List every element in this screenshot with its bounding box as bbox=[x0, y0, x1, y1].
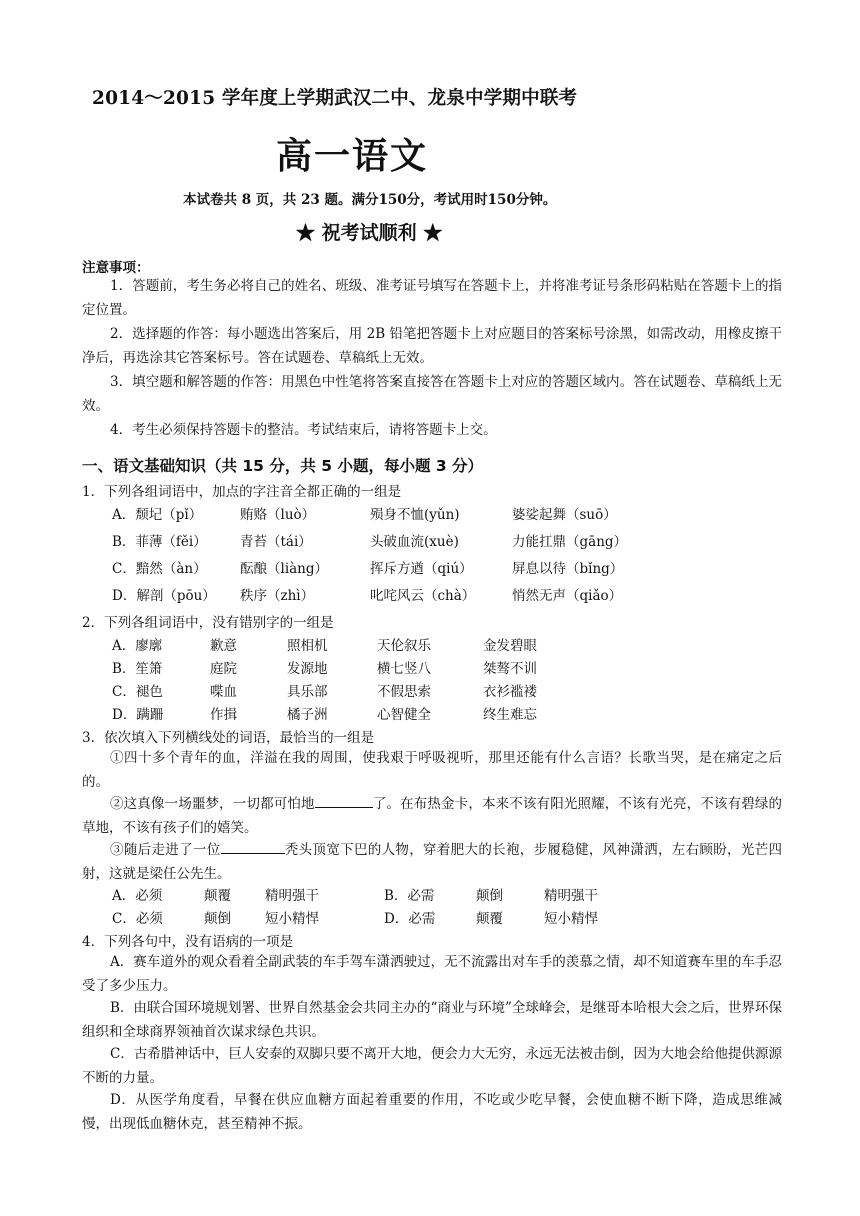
question-4-option-c: C．古希腊神话中，巨人安泰的双脚只要不离开大地，便会力大无穷，永远无法被击倒，因为大地会给他提供源源不断的力量。 bbox=[82, 1046, 782, 1086]
option-item: 作揖 bbox=[210, 707, 237, 723]
option-item: 照相机 bbox=[287, 638, 328, 654]
option-item: B．笙箫 bbox=[112, 661, 163, 677]
option-item: 不假思索 bbox=[377, 684, 431, 700]
option-item: D．蹒跚 bbox=[112, 707, 164, 723]
sentence-text: ②这真像一场噩梦，一切都可怕地 bbox=[110, 796, 315, 812]
fill-blank bbox=[315, 793, 373, 808]
option-item: 具乐部 bbox=[287, 684, 328, 700]
option-item: 短小精悍 bbox=[265, 911, 319, 927]
exam-info: 本试卷共 8 页，共 23 题。满分150分，考试用时150分钟。 bbox=[183, 192, 557, 208]
option-item: 短小精悍 bbox=[544, 911, 598, 927]
subject-title: 高一语文 bbox=[276, 135, 429, 177]
question-3-stem: 3．依次填入下列横线处的词语，最恰当的一组是 bbox=[82, 730, 375, 746]
note-item-3: 3．填空题和解答题的作答：用黑色中性笔将答案直接答在答题卡上对应的答题区域内。答在试题卷、草稿纸上无效。 bbox=[82, 374, 782, 414]
option-item: 颠覆 bbox=[204, 888, 231, 904]
question-4-stem: 4．下列各句中，没有语病的一项是 bbox=[82, 934, 294, 950]
sentence-text: ③随后走进了一位 bbox=[110, 842, 221, 858]
option-item: D．必需 bbox=[384, 911, 436, 927]
note-item-2: 2．选择题的作答：每小题选出答案后，用 2B 铅笔把答题卡上对应题目的答案标号涂黑，如需改动，用橡皮擦干净后，再选涂其它答案标号。答在试题卷、草稿纸上无效。 bbox=[82, 326, 782, 366]
option-item: 青苔（tái） bbox=[240, 534, 312, 550]
option-item: 心智健全 bbox=[377, 707, 431, 723]
option-item: 精明强干 bbox=[265, 888, 319, 904]
option-item: 屏息以待（bǐng） bbox=[512, 561, 624, 577]
option-item: 婆娑起舞（suō） bbox=[512, 507, 617, 523]
note-item-4: 4．考生必须保持答题卡的整洁。考试结束后，请将答题卡上交。 bbox=[110, 422, 497, 438]
option-item: 歉意 bbox=[210, 638, 237, 654]
option-item: 庭院 bbox=[210, 661, 237, 677]
option-item: A．廖廓 bbox=[112, 638, 163, 654]
option-item: 殒身不恤(yǔn) bbox=[370, 507, 460, 523]
option-item: 颠覆 bbox=[476, 911, 503, 927]
option-item: A．必须 bbox=[112, 888, 163, 904]
option-item: 秩序（zhì） bbox=[240, 588, 315, 604]
notes-title: 注意事项： bbox=[82, 260, 150, 276]
question-4-option-d: D．从医学角度看，早餐在供应血糖方面起着重要的作用，不吃或少吃早餐，会使血糖不断下降，造成思维减慢，出现低血糖休克，甚至精神不振。 bbox=[82, 1092, 782, 1132]
fill-blank bbox=[221, 839, 285, 854]
note-item-1: 1．答题前，考生务必将自己的姓名、班级、准考证号填写在答题卡上，并将准考证号条形码粘贴在答题卡上的指定位置。 bbox=[82, 278, 782, 318]
question-4-option-b: B．由联合国环境规划署、世界自然基金会共同主办的“商业与环境”全球峰会，是继哥本哈根大会之后，世界环保组织和全球商界领袖首次谋求绿色共识。 bbox=[82, 1000, 782, 1040]
option-item: 颠倒 bbox=[204, 911, 231, 927]
option-item: 橘子洲 bbox=[287, 707, 328, 723]
option-item: 悄然无声（qiǎo） bbox=[512, 588, 623, 604]
question-3-sentence-3 bbox=[82, 838, 782, 886]
option-item: A．颓圮（pǐ） bbox=[112, 507, 203, 523]
option-item: 挥斥方遒（qiú） bbox=[370, 561, 473, 577]
option-item: 天伦叙乐 bbox=[377, 638, 431, 654]
question-3-sentence-2 bbox=[82, 792, 782, 840]
option-item: D．解剖（pōu） bbox=[112, 588, 216, 604]
question-4-option-a: A．赛车道外的观众看着全副武装的车手驾车潇洒驶过，无不流露出对车手的羡慕之情，却不知道赛车里的车手忍受了多少压力。 bbox=[82, 954, 782, 994]
option-item: 横七竖八 bbox=[377, 661, 431, 677]
good-luck-banner: ★ 祝考试顺利 ★ bbox=[296, 222, 443, 244]
option-item: 桀骜不训 bbox=[483, 661, 537, 677]
option-item: 酝酿（liàng） bbox=[240, 561, 329, 577]
option-item: 终生难忘 bbox=[483, 707, 537, 723]
section-title: 一、语文基础知识（共 15 分，共 5 小题，每小题 3 分） bbox=[82, 457, 484, 475]
question-3-sentence-1: ①四十多个青年的血，洋溢在我的周围，使我艰于呼吸视听，那里还能有什么言语？长歌当哭，是在痛定之后的。 bbox=[82, 750, 782, 790]
option-item: B．菲薄（fěi） bbox=[112, 534, 207, 550]
sentence-text: 秃头顶宽下巴的人物，穿着肥大的长袍，步履稳健，风神潇洒，左右顾盼，光芒四射，这就是梁任公先生。 bbox=[82, 842, 783, 882]
option-item: 头破血流(xuè) bbox=[370, 534, 459, 550]
question-2-stem: 2．下列各组词语中，没有错别字的一组是 bbox=[82, 615, 334, 631]
option-item: 金发碧眼 bbox=[483, 638, 537, 654]
option-item: C．黯然（àn） bbox=[112, 561, 207, 577]
option-item: B．必需 bbox=[384, 888, 435, 904]
option-item: 喋血 bbox=[210, 684, 237, 700]
option-item: C．必须 bbox=[112, 911, 163, 927]
option-item: 颠倒 bbox=[476, 888, 503, 904]
sentence-text: 了。在布热金卡，本来不该有阳光照耀，不该有光亮，不该有碧绿的草地，不该有孩子们的嬉笑。 bbox=[82, 796, 783, 836]
option-item: 贿赂（luò） bbox=[240, 507, 316, 523]
option-item: C．褪色 bbox=[112, 684, 163, 700]
option-item: 发源地 bbox=[287, 661, 328, 677]
option-item: 衣衫褴褛 bbox=[483, 684, 537, 700]
question-1-stem: 1．下列各组词语中，加点的字注音全都正确的一组是 bbox=[82, 484, 402, 500]
option-item: 精明强干 bbox=[544, 888, 598, 904]
option-item: 力能扛鼎（gāng） bbox=[512, 534, 628, 550]
option-item: 叱咤风云（chà） bbox=[370, 588, 476, 604]
exam-title: 2014～2015 学年度上学期武汉二中、龙泉中学期中联考 bbox=[92, 88, 578, 109]
